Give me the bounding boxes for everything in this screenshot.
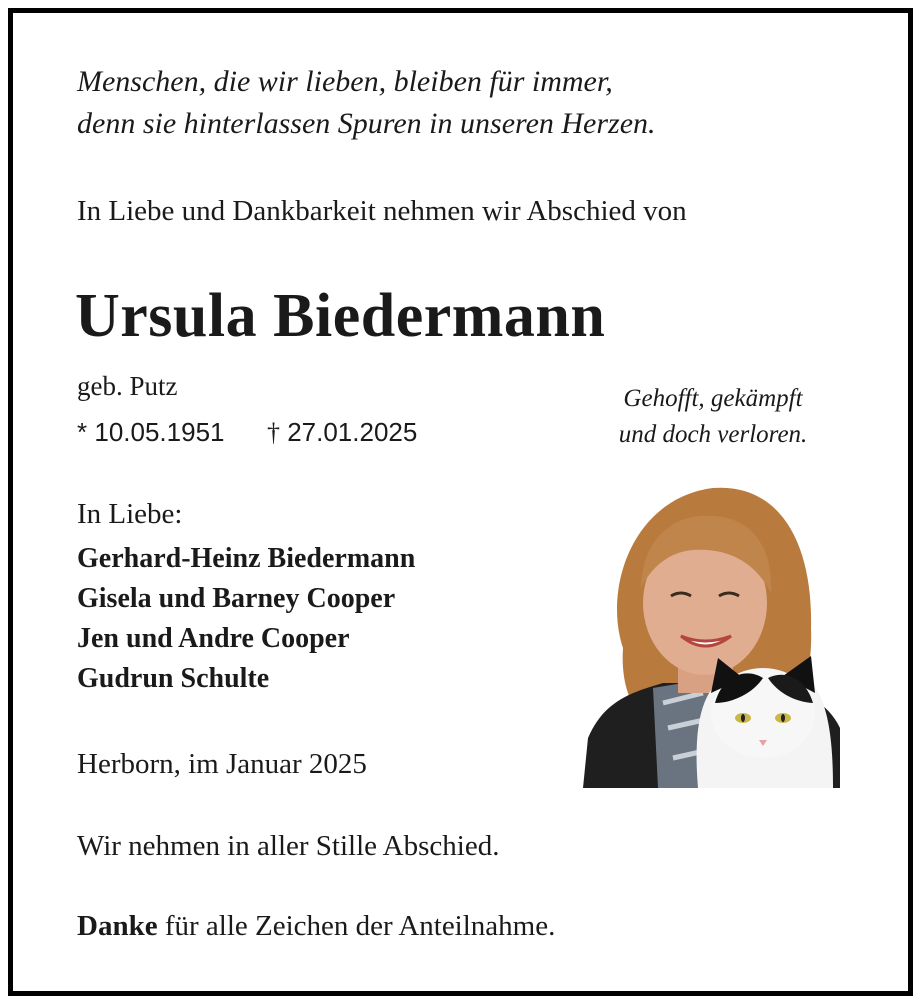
poem-line-1: Menschen, die wir lieben, bleiben für immer, [77,65,613,98]
poem-line-2: denn sie hinterlassen Spuren in unseren Herzen. [77,107,656,140]
intro-text: In Liebe und Dankbarkeit nehmen wir Abschied von [77,195,687,227]
mourner-name: Gerhard-Heinz Biedermann [77,543,416,574]
thanks-text [77,910,555,943]
mourners-list [77,539,415,699]
birth-symbol: * [77,417,88,447]
maiden-name: geb. Putz [77,371,178,401]
mourner-name: Jen und Andre Cooper [77,623,350,654]
poem [77,61,656,145]
farewell-text: Wir nehmen in aller Stille Abschied. [77,830,500,862]
mourner-name: Gudrun Schulte [77,663,270,694]
portrait-photo [583,478,840,788]
life-dates [77,417,417,448]
mourners-heading: In Liebe: [77,498,183,530]
side-quote-line-1: Gehofft, gekämpft [623,385,803,412]
side-quote-line-2: und doch verloren. [618,421,808,448]
side-quote [588,381,838,453]
thanks-bold: Danke [77,910,158,942]
deceased-name: Ursula Biedermann [75,282,606,350]
obituary-frame [8,8,913,996]
birth-date: 10.05.1951 [94,417,225,447]
death-symbol: † [266,418,280,447]
mourner-name: Gisela und Barney Cooper [77,583,396,614]
thanks-rest: für alle Zeichen der Anteilnahme. [157,910,556,942]
death-date: 27.01.2025 [287,417,418,447]
place-date: Herborn, im Januar 2025 [77,748,367,780]
